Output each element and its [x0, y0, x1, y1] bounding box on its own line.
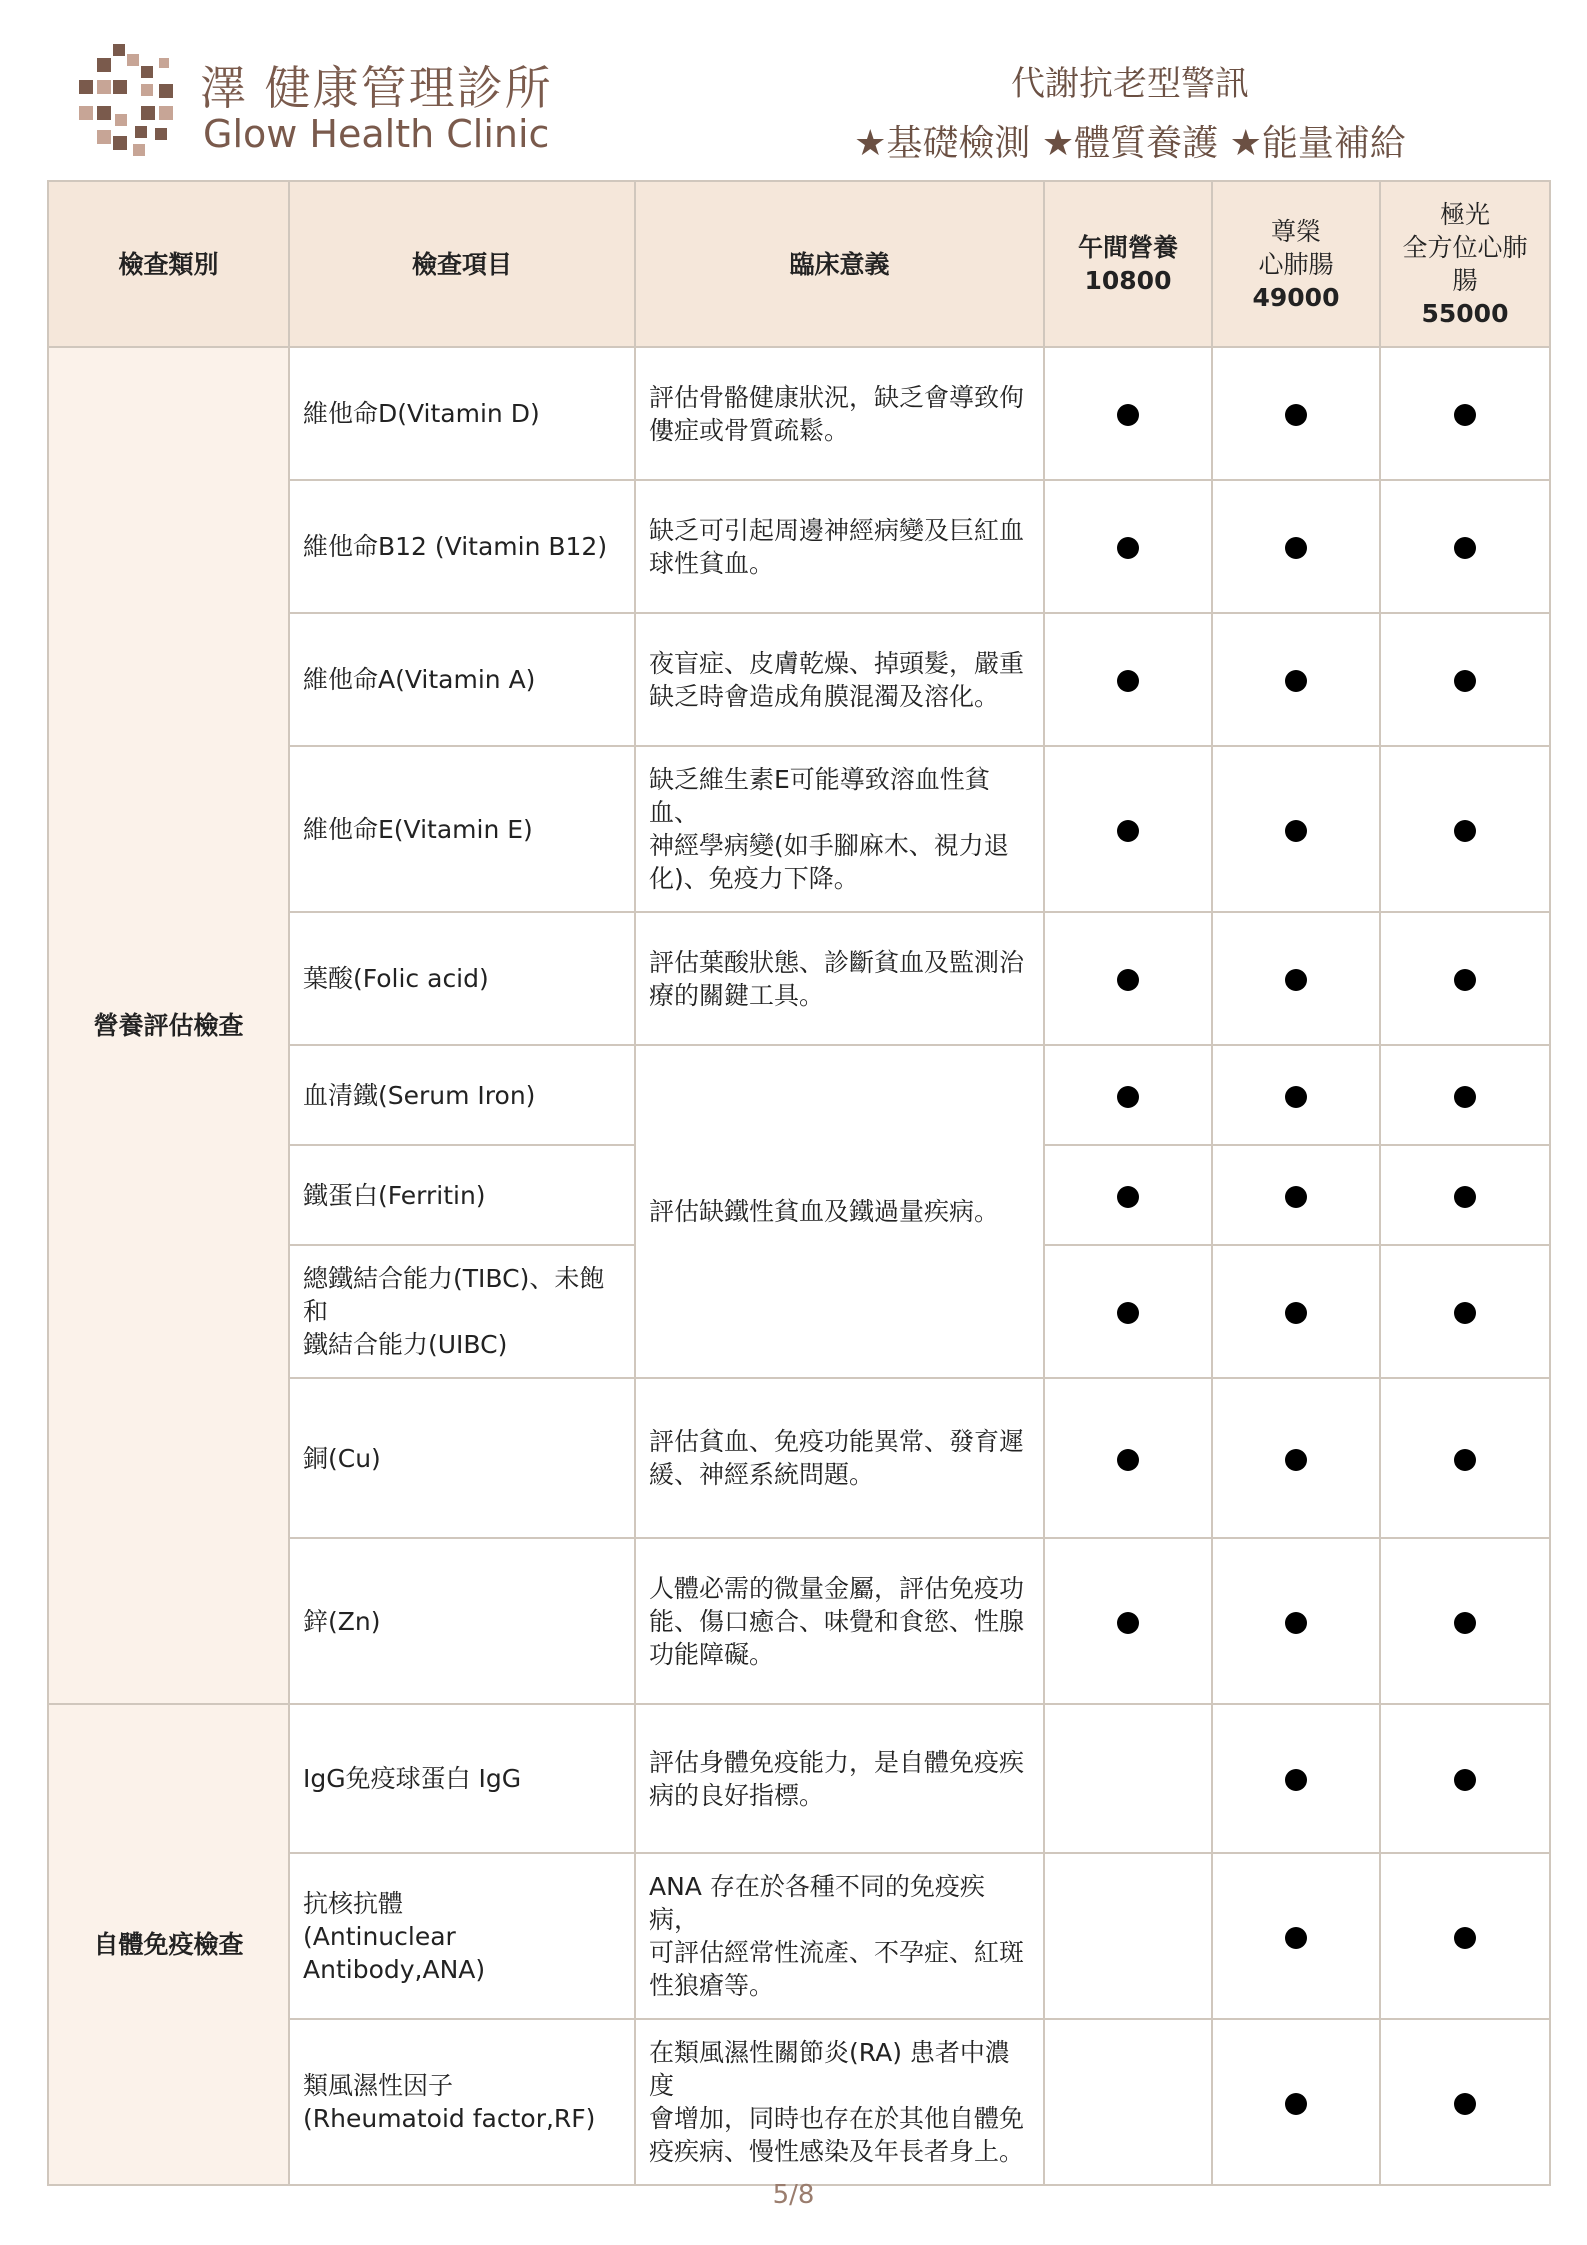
included-dot	[1285, 1086, 1307, 1108]
plan-2-mark	[1212, 1853, 1380, 2019]
meaning-line: 評估身體免疫能力，是自體免疫疾	[649, 1747, 1025, 1777]
plan-1-mark	[1044, 1145, 1212, 1245]
included-dot	[1117, 537, 1139, 559]
item-cell	[289, 1245, 635, 1378]
clinic-logo-icon	[75, 44, 185, 162]
meaning-line: 會增加，同時也存在於其他自體免	[649, 2104, 1025, 2133]
included-dot	[1454, 670, 1476, 692]
item-cell	[289, 912, 635, 1045]
item-cell	[289, 1045, 635, 1145]
item-cell	[289, 613, 635, 746]
meaning-cell	[635, 347, 1044, 480]
included-dot	[1454, 2093, 1476, 2115]
item-cell	[289, 1853, 635, 2019]
exam-table	[47, 180, 1551, 2186]
plan-2-mark	[1212, 347, 1380, 480]
item-line: 銅(Cu)	[303, 1443, 381, 1473]
meaning-line: 性狼瘡等。	[649, 1971, 775, 2000]
item-cell	[289, 1704, 635, 1853]
meaning-cell	[635, 1853, 1044, 2019]
plan-3-subtitle: 全方位心肺腸	[1402, 233, 1528, 295]
category-cell: 自體免疫檢查	[48, 1704, 289, 2185]
plan-3-mark	[1380, 1538, 1550, 1704]
plan-1-mark	[1044, 1853, 1212, 2019]
plan-3-mark	[1380, 1145, 1550, 1245]
meaning-cell	[635, 912, 1044, 1045]
plan-2-mark	[1212, 1538, 1380, 1704]
header-plan-1	[1044, 181, 1212, 347]
plan-2-name: 尊榮	[1270, 216, 1321, 246]
header-meaning: 臨床意義	[635, 181, 1044, 347]
meaning-cell	[635, 1045, 1044, 1378]
meaning-cell	[635, 480, 1044, 613]
included-dot	[1117, 404, 1139, 426]
included-dot	[1454, 1086, 1476, 1108]
item-line: 維他命A(Vitamin A)	[303, 665, 536, 694]
included-dot	[1285, 1186, 1307, 1208]
plan-3-mark	[1380, 1704, 1550, 1853]
meaning-line: 評估葉酸狀態、診斷貧血及監測治	[649, 947, 1025, 977]
plan-2-subtitle: 心肺腸	[1258, 249, 1334, 279]
item-line: 維他命D(Vitamin D)	[303, 399, 540, 428]
meaning-line: 缺乏可引起周邊神經病變及巨紅血	[649, 515, 1025, 545]
meaning-cell	[635, 613, 1044, 746]
plan-2-mark	[1212, 2019, 1380, 2185]
item-line: 抗核抗體	[303, 1888, 404, 1918]
header-item: 檢查項目	[289, 181, 635, 347]
page-number: 5/8	[772, 2180, 815, 2210]
item-line: 葉酸(Folic acid)	[303, 964, 489, 993]
item-cell	[289, 2019, 635, 2185]
plan-1-price: 10800	[1084, 266, 1172, 295]
plan-1-mark	[1044, 480, 1212, 613]
plan-2-mark	[1212, 912, 1380, 1045]
meaning-line: 球性貧血。	[649, 548, 775, 578]
meaning-line: 評估缺鐵性貧血及鐵過量疾病。	[649, 1197, 1000, 1226]
header-plan-2	[1212, 181, 1380, 347]
meaning-line: 缺乏維生素E可能導致溶血性貧血、	[649, 765, 990, 827]
meaning-cell	[635, 2019, 1044, 2185]
included-dot	[1285, 820, 1307, 842]
meaning-cell	[635, 1704, 1044, 1853]
meaning-cell	[635, 1538, 1044, 1704]
meaning-line: 缺乏時會造成角膜混濁及溶化。	[649, 681, 1000, 711]
item-cell	[289, 746, 635, 912]
plan-3-mark	[1380, 347, 1550, 480]
plan-1-mark	[1044, 347, 1212, 480]
included-dot	[1454, 1302, 1476, 1324]
meaning-line: 神經學病變(如手腳麻木、視力退	[649, 831, 1009, 860]
category-cell: 營養評估檢查	[48, 347, 289, 1704]
included-dot	[1117, 1186, 1139, 1208]
plan-3-mark	[1380, 613, 1550, 746]
plan-2-mark	[1212, 1145, 1380, 1245]
item-line: (Rheumatoid factor,RF)	[303, 2104, 596, 2133]
plan-2-mark	[1212, 1045, 1380, 1145]
included-dot	[1285, 2093, 1307, 2115]
item-cell	[289, 1145, 635, 1245]
meaning-line: 在類風濕性關節炎(RA) 患者中濃度	[649, 2038, 1010, 2100]
plan-2-mark	[1212, 613, 1380, 746]
plan-1-mark	[1044, 1704, 1212, 1853]
plan-3-price: 55000	[1421, 299, 1509, 328]
plan-2-mark	[1212, 1245, 1380, 1378]
included-dot	[1454, 1927, 1476, 1949]
brand-name-english: Glow Health Clinic	[203, 112, 550, 156]
item-line: IgG免疫球蛋白 IgG	[303, 1764, 522, 1793]
item-cell	[289, 1538, 635, 1704]
included-dot	[1285, 1612, 1307, 1634]
item-line: 血清鐵(Serum Iron)	[303, 1080, 536, 1110]
plan-1-mark	[1044, 912, 1212, 1045]
included-dot	[1285, 1769, 1307, 1791]
included-dot	[1285, 404, 1307, 426]
included-dot	[1117, 1302, 1139, 1324]
plan-2-mark	[1212, 1704, 1380, 1853]
plan-3-name: 極光	[1439, 200, 1490, 229]
meaning-line: 夜盲症、皮膚乾燥、掉頭髮，嚴重	[649, 648, 1025, 678]
included-dot	[1285, 670, 1307, 692]
plan-1-name: 午間營養	[1077, 233, 1178, 262]
included-dot	[1285, 969, 1307, 991]
meaning-line: 緩、神經系統問題。	[649, 1460, 875, 1489]
meaning-line: 化)、免疫力下降。	[649, 864, 859, 893]
plan-1-mark	[1044, 613, 1212, 746]
meaning-line: 疫疾病、慢性感染及年長者身上。	[649, 2137, 1025, 2166]
plan-2-mark	[1212, 1378, 1380, 1538]
meaning-line: 病的良好指標。	[649, 1780, 825, 1810]
included-dot	[1117, 969, 1139, 991]
plan-3-mark	[1380, 1853, 1550, 2019]
table-row	[48, 1704, 1550, 1853]
plan-1-mark	[1044, 1538, 1212, 1704]
included-dot	[1117, 820, 1139, 842]
plan-3-mark	[1380, 2019, 1550, 2185]
header-plan-3	[1380, 181, 1550, 347]
included-dot	[1285, 537, 1307, 559]
plan-3-mark	[1380, 1045, 1550, 1145]
item-cell	[289, 347, 635, 480]
plan-2-mark	[1212, 746, 1380, 912]
included-dot	[1117, 1612, 1139, 1634]
plan-3-mark	[1380, 746, 1550, 912]
included-dot	[1285, 1927, 1307, 1949]
included-dot	[1454, 1769, 1476, 1791]
item-line: 鐵結合能力(UIBC)	[303, 1330, 508, 1359]
item-line: 類風濕性因子	[303, 2071, 454, 2100]
included-dot	[1454, 1186, 1476, 1208]
table-row	[48, 347, 1550, 480]
item-cell	[289, 480, 635, 613]
item-line: 維他命E(Vitamin E)	[303, 814, 533, 844]
page-header-right	[820, 56, 1440, 166]
table-header-row	[48, 181, 1550, 347]
header-category: 檢查類別	[48, 181, 289, 347]
meaning-cell	[635, 1378, 1044, 1538]
plan-2-mark	[1212, 480, 1380, 613]
meaning-line: 能、傷口癒合、味覺和食慾、性腺	[649, 1606, 1025, 1636]
included-dot	[1285, 1302, 1307, 1324]
plan-1-mark	[1044, 2019, 1212, 2185]
item-line: 維他命B12 (Vitamin B12)	[303, 532, 608, 561]
meaning-line: 僂症或骨質疏鬆。	[649, 415, 850, 445]
item-line: (Antinuclear Antibody,ANA)	[303, 1921, 486, 1984]
plan-3-mark	[1380, 912, 1550, 1045]
meaning-line: 評估貧血、免疫功能異常、發育遲	[649, 1427, 1025, 1456]
included-dot	[1454, 1612, 1476, 1634]
plan-1-mark	[1044, 1378, 1212, 1538]
plan-2-price: 49000	[1252, 282, 1340, 312]
brand-name-chinese: 澤 健康管理診所	[200, 61, 553, 115]
included-dot	[1117, 1449, 1139, 1471]
plan-3-mark	[1380, 1245, 1550, 1378]
included-dot	[1285, 1449, 1307, 1471]
included-dot	[1454, 1449, 1476, 1471]
meaning-line: 功能障礙。	[649, 1639, 775, 1669]
meaning-line: 人體必需的微量金屬，評估免疫功	[649, 1573, 1025, 1603]
included-dot	[1454, 969, 1476, 991]
item-line: 鋅(Zn)	[303, 1606, 381, 1636]
page-subtitle: ★基礎檢測 ★體質養護 ★能量補給	[854, 123, 1406, 164]
plan-1-mark	[1044, 1045, 1212, 1145]
plan-1-mark	[1044, 746, 1212, 912]
meaning-line: ANA 存在於各種不同的免疫疾病，	[649, 1872, 985, 1934]
item-line: 總鐵結合能力(TIBC)、未飽和	[303, 1264, 605, 1326]
meaning-cell	[635, 746, 1044, 912]
page-title: 代謝抗老型警訊	[1011, 64, 1249, 104]
included-dot	[1117, 670, 1139, 692]
plan-3-mark	[1380, 1378, 1550, 1538]
item-line: 鐵蛋白(Ferritin)	[303, 1180, 486, 1210]
item-cell	[289, 1378, 635, 1538]
meaning-line: 評估骨骼健康狀況，缺乏會導致佝	[649, 382, 1025, 412]
plan-1-mark	[1044, 1245, 1212, 1378]
included-dot	[1454, 404, 1476, 426]
included-dot	[1454, 537, 1476, 559]
included-dot	[1117, 1086, 1139, 1108]
meaning-line: 可評估經常性流產、不孕症、紅斑	[649, 1938, 1025, 1967]
meaning-line: 療的關鍵工具。	[649, 980, 825, 1010]
included-dot	[1454, 820, 1476, 842]
plan-3-mark	[1380, 480, 1550, 613]
